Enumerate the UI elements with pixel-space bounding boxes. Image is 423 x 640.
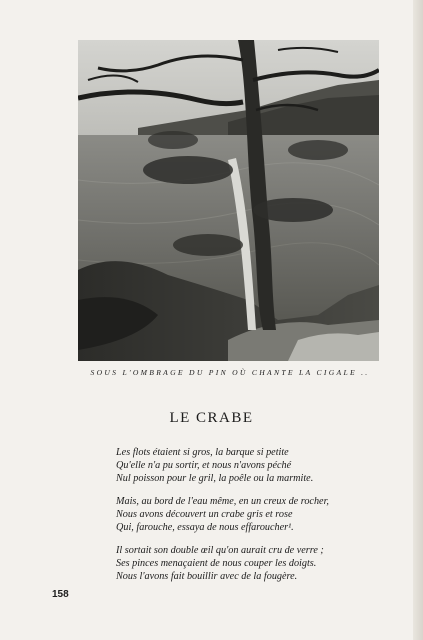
poem-line: Il sortait son double œil qu'on aurait cru de verre ; — [116, 545, 324, 556]
poem-line: Nul poisson pour le gril, la poêle ou la marmite. — [116, 473, 314, 484]
page-edge — [413, 0, 423, 640]
poem-line: Qu'elle n'a pu sortir, et nous n'avons péché — [116, 460, 292, 471]
pine-tree-photo — [78, 40, 379, 361]
poem-title: LE CRABE — [169, 410, 254, 426]
poem-body — [116, 446, 396, 593]
poem-line: Ses pinces menaçaient de nous couper les doigts. — [116, 558, 317, 569]
poem-line: Qui, farouche, essaya de nous effaroucher¹. — [116, 522, 294, 533]
stanza-3 — [116, 544, 396, 583]
stanza-1 — [116, 446, 396, 485]
photo-caption: SOUS L'OMBRAGE DU PIN OÙ CHANTE LA CIGALE .. — [90, 368, 370, 377]
poem-line: Nous l'avons fait bouillir avec de la fougère. — [116, 571, 298, 582]
stanza-2 — [116, 495, 396, 534]
page-number: 158 — [52, 589, 69, 600]
poem-line: Nous avons découvert un crabe gris et rose — [116, 509, 293, 520]
poem-line: Les flots étaient si gros, la barque si petite — [116, 447, 289, 458]
poem-line: Mais, au bord de l'eau même, en un creux de rocher, — [116, 496, 329, 507]
